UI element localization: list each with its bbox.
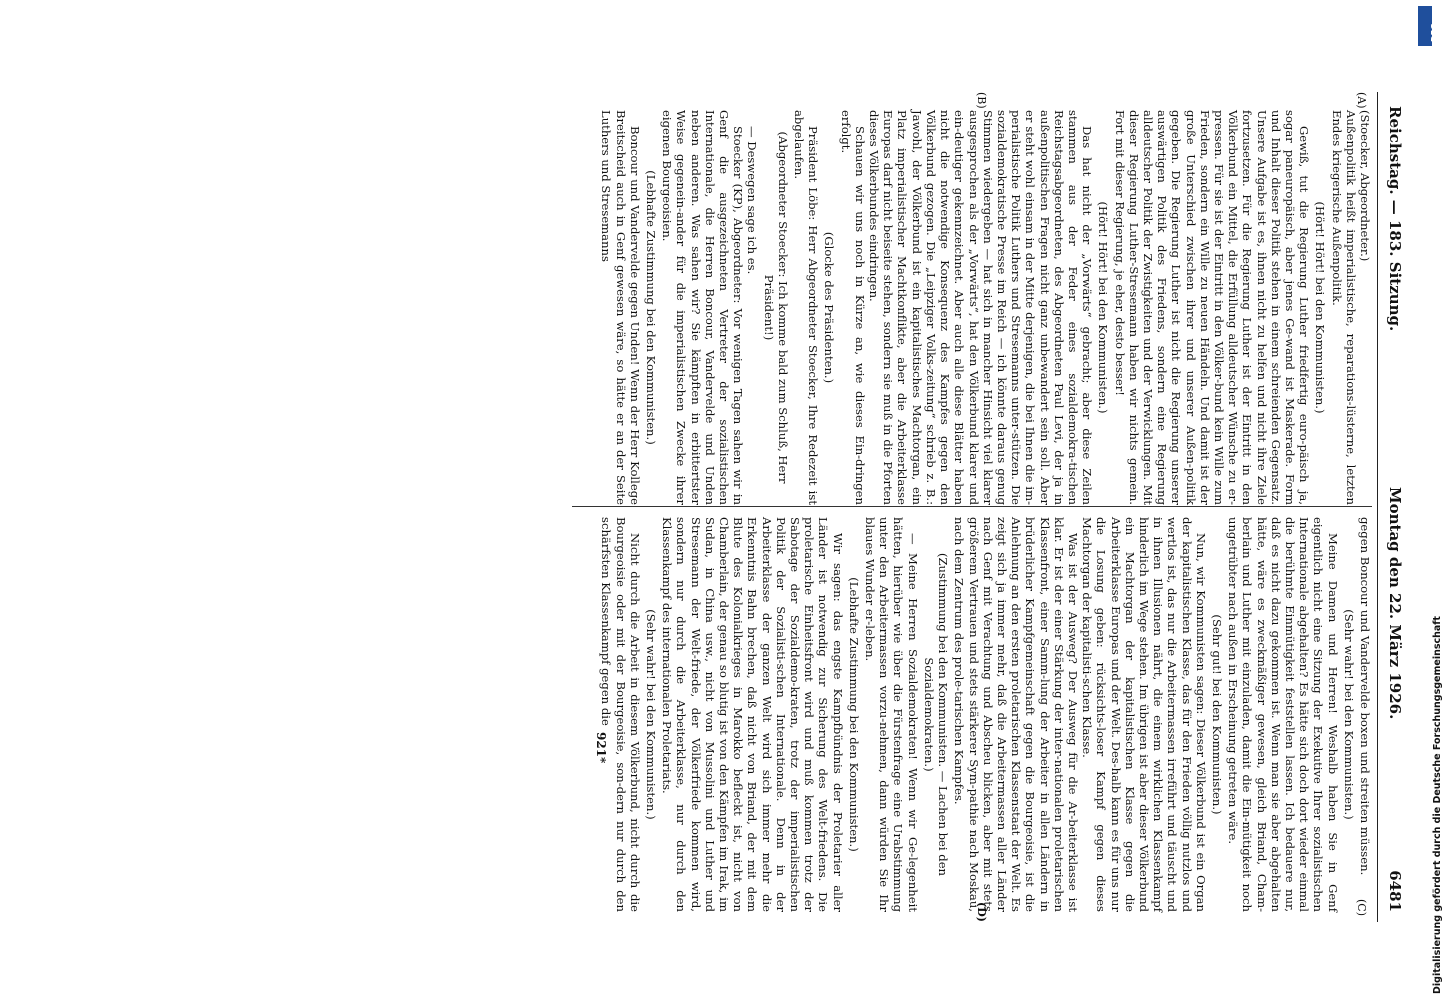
header-page-number: 6481: [1386, 870, 1404, 912]
paragraph: gegen Boncour und Vandervelde boxen und streiten müssen.: [1358, 517, 1372, 876]
paragraph: Stoecker (KP), Abgeordneter: Vor wenigen Tagen sahen wir in Genf die ausgezeichneten Vertreter der sozialistischen Internationale, die Herren Boncour, Vandervelde und Unden neben anderen. Was sahen wir? Sie kämpften in erbittertster Weise gegenein-ander für die imperialistischen Zwecke ihrer eigenen Bourgeoisien.: [660, 110, 746, 505]
interjection: (Hört! Hört! bei den Kommunisten.): [1096, 201, 1111, 414]
header-date: Montag den 22. März 1926.: [1386, 487, 1404, 720]
dfg-logo: [1418, 6, 1439, 46]
interjection: (Zustimmung bei den Kommunisten. — Lachen bei den Sozialdemokraten.): [921, 552, 951, 877]
paragraph: (Stoecker, Abgeordneter.): [1358, 110, 1372, 262]
interjection: (Sehr wahr! bei den Kommunisten.): [644, 609, 659, 820]
margin-mark-d: (D): [975, 902, 988, 922]
paragraph: Wir sagen: das engste Kampfbündnis der Proletarier aller Länder ist notwendig zur Sicherung des Welt-friedens. Die proletarische Einheitsfront wird und muß kommen trotz der Sabotage der Sozialdemo-kraten, trotz der imperialistischen Politik der Sozialisti-schen Internationale. Denn in der Arbeiterklasse der ganzen Welt wird sich immer mehr die Erkenntnis Bahn brechen, daß nicht von Briand, der mit dem Blute des Kolonialkrieges in Marokko befleckt ist, nicht von Chamberlain, der genau so blutig ist von den Kämpfen im Irak, im Sudan, in China usw., nicht von Mussolini und Luther und Stresemann der Welt-friede, der Völkerfriede kommen wird, sondern nur durch die Arbeiterklasse, nur durch den Klassenkampf des internationalen Proletariats.: [660, 517, 845, 912]
interjection: (Sehr gut! bei den Kommunisten.): [1209, 614, 1224, 815]
margin-mark-b: (B): [975, 92, 988, 109]
paragraph: Außenpolitik heißt imperialistische, reparations-lüsterne, letzten Endes kriegerische Außenpolitik.: [1329, 110, 1358, 505]
header-session: Reichstag. — 183. Sitzung.: [1386, 106, 1404, 332]
sidebar-credit: Digitalisierung gefördert durch die Deutsche Forschungsgemeinschaft: [1432, 616, 1443, 994]
left-column: [599, 110, 1372, 505]
right-column: [599, 517, 1372, 912]
paragraph: Nicht durch die Arbeit in diesem Völkerbund, nicht durch die Bourgeoisie oder mit der Bourgeoisie, son-dern nur durch den schärfsten Klassenkampf gegen die: [599, 517, 642, 912]
paragraph: — Meine Herren Sozialdemokraten! Wenn wir Ge-legenheit hätten, hierüber wie über die Fürstenfrage eine Urabstimmung unter den Arbeitermassen vorzu-nehmen, dann würden Sie Ihr blaues Wunder er-leben.: [863, 517, 920, 912]
signature-mark: 921*: [594, 732, 608, 764]
paragraph: Meine Damen und Herren! Weshalb haben Sie in Genf eigentlich nicht eine Sitzung der Exekutive Ihrer sozialistischen Internationale abgehalten? Es hätte sich doch dort wieder einmal die berühmte Einmütigkeit feststellen lassen. Ich bedauere nur, daß es nicht dazu gekommen ist. Wenn man sie aber abgehalten hätte, wäre es zweckmäßiger gewesen, gleich Briand, Cham-berlain und Luther mit einzuladen, damit die Ein-mütigkeit noch ungetrübter nach außen in Erscheinung getreten wäre.: [1226, 517, 1340, 912]
paragraph: — Deswegen sage ich es.: [745, 126, 760, 275]
margin-mark-a: (A): [1355, 92, 1368, 109]
margin-mark-c: (C): [1355, 899, 1368, 916]
paragraph: Präsident Löbe: Herr Abgeordneter Stoecker, Ihre Redezeit ist abgelaufen.: [792, 110, 821, 505]
interjection: (Hört! Hört! bei den Kommunisten.): [1313, 201, 1328, 414]
interjection: (Abgeordneter Stoecker: Ich komme bald zum Schluß, Herr Präsident!): [761, 131, 790, 484]
paragraph: Boncour und Vandervelde gegen Unden! Wenn der Herr Kollege Breitscheid auch in Genf gewesen wäre, so hätte er an der Seite Luthers und Stresemanns: [599, 110, 642, 505]
scanned-page: [78, 92, 1408, 922]
paragraph: Schauen wir uns noch in Kürze an, wie dieses Ein-dringen erfolgt.: [838, 110, 867, 505]
interjection: (Sehr wahr! bei den Kommunisten.): [1341, 609, 1356, 820]
paragraph: Gewiß, tut die Regierung Luther friedfertig euro-päisch ja, sogar paneuropäisch, aber jenes Ge-wand ist Maskerade. Form und Inhalt dieser Politik stehen in einem schreienden Gegensatz. Unsere Aufgabe ist es, ihnen nicht zu helfen und nicht ihre Ziele fortzusetzen. Für die Regierung Luther ist der Eintritt in den Völkerbund ein Mittel, die Erfüllung alldeutscher Wünsche zu er-pressen. Für sie ist der Eintritt in den Völker-bund kein Wille zum Frieden, sondern ein Wille zu neuen Händeln. Und damit ist der große Unterschied zwischen ihrer und unserer Außen-politik gegeben. Die Regierung Luther ist nicht die Regierung unserer auswärtigen Politik des Friedens, sondern eine Regierung alldeutscher Politik der Zwistigkeiten und der Verwicklungen. Mit dieser Regierung Luther-Stresemann haben wir nichts gemein. Fort mit dieser Regierung, je eher, desto besser!: [1112, 110, 1312, 505]
dfg-logo-text: DFG: [1430, 23, 1439, 42]
interjection: (Lebhafte Zustimmung bei den Kommunisten.): [846, 577, 861, 852]
column-divider: [572, 506, 1372, 507]
paragraph: Nun, wir Kommunisten sagen: Dieser Völkerbund ist ein Organ der kapitalistischen Klasse, das für den Frieden völlig nutzlos und wertlos ist, das nur die Arbeitermassen irreführt und täuscht und in ihnen Illusionen nährt, die einem wirklichen Klassenkampf hinderlich im Wege stehen. Im übrigen ist aber dieser Völkerbund ein Machtorgan der kapitalistischen Klasse gegen die Arbeiterklasse Europas und der Welt. Des-halb kann es für uns nur die Losung geben: rücksichts-loser Kampf gegen dieses Machtorgan der kapitalisti-schen Klasse.: [1080, 517, 1208, 912]
interjection: (Lebhafte Zustimmung bei den Kommunisten.): [644, 170, 659, 445]
page-header: [1377, 92, 1408, 922]
paragraph: Was ist der Ausweg? Der Ausweg für die Ar-beiterklasse ist klar. Er ist der einer Stärkung der inter-nationalen proletarischen Klassenfront, einer Samm-lung der Arbeiter in allen Ländern in brüderlicher Kampfgemeinschaft gegen die Bourgeoisie, ist die Anlehnung an den ersten proletarischen Klassenstaat der Welt. Es zeigt sich ja immer mehr, daß die Arbeitermassen aller Länder nach Genf mit Verachtung und Abscheu blicken, aber mit stets größerem Vertrauen und stets stärkerer Sym-pathie nach Moskau, nach dem Zentrum des prole-tarischen Kampfes.: [952, 517, 1080, 912]
interjection: (Glocke des Präsidenten.): [822, 231, 837, 384]
paragraph: Das hat nicht der „Vorwärts“ gebracht; aber diese Zeilen stammen aus der Feder eines sozialdemokra-tischen Reichstagsabgeordneten, des Abgeordneten Paul Levi, der ja in außenpolitischen Fragen nicht ganz unbewandert sein soll. Aber er steht wohl einsam in der Mitte derjenigen, die bei Ihnen die im-perialistische Politik Luthers und Stresemanns unter-stützen. Die sozialdemokratische Presse im Reich — ich könnte daraus genug Stimmen wiedergeben — hat sich in mancher Hinsicht viel klarer ausgesprochen als der „Vorwärts“, hat den Völkerbund klarer und ein-deutiger gekennzeichnet. Aber auch alle diese Blätter haben nicht die notwendige Konsequenz des Kampfes gegen den Völkerbund gezogen. Die „Leipziger Volks-zeitung“ schrieb z. B.: Jawohl, der Völkerbund ist ein kapitalistisches Machtorgan, ein Platz imperialistischer Machtkonflikte, aber die Arbeiterklasse Europas darf nicht beiseite stehen, sondern sie muß in die Pforten dieses Völkerbundes eindringen.: [867, 110, 1095, 505]
